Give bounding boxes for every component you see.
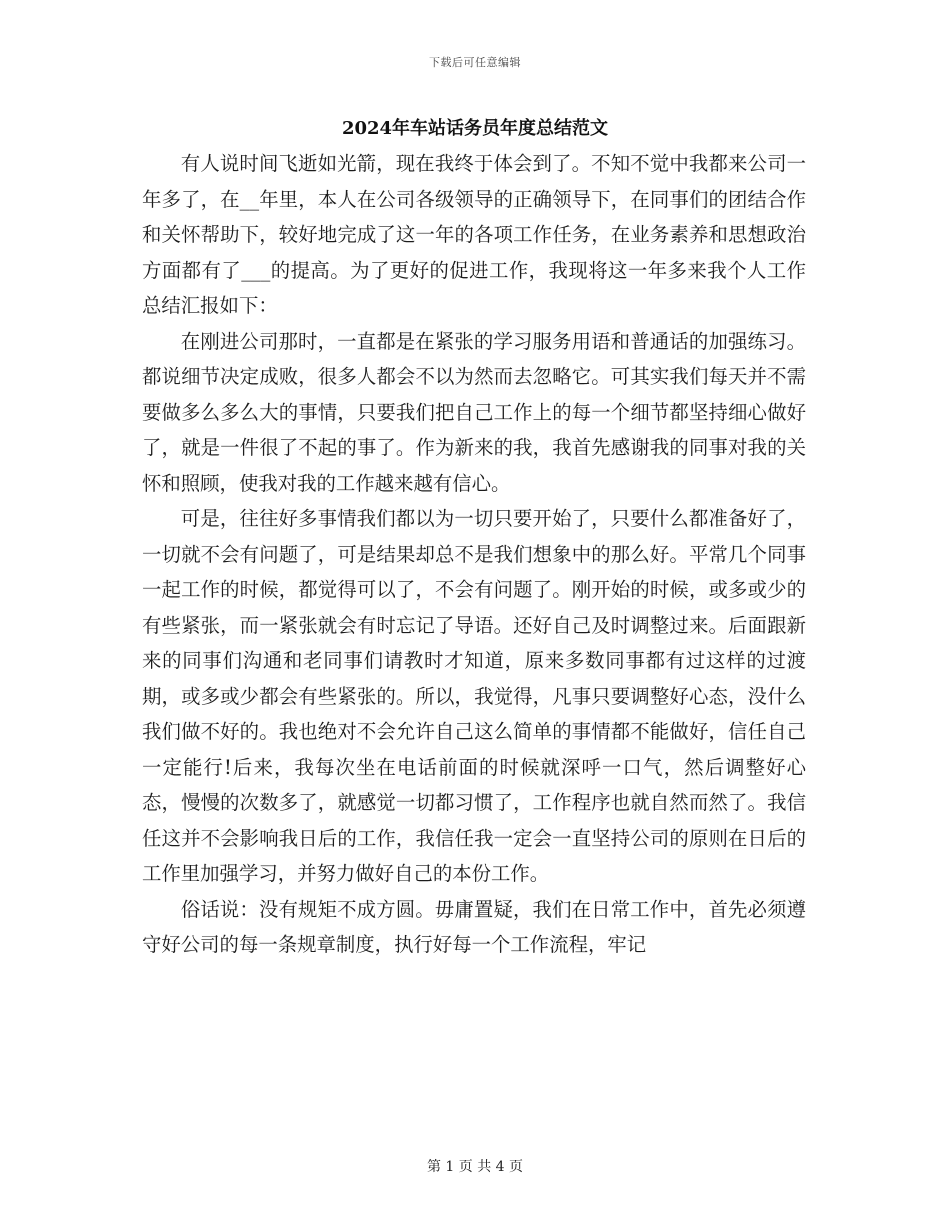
paragraph-2: 在刚进公司那时，一直都是在紧张的学习服务用语和普通话的加强练习。都说细节决定成败，很多人都会不以为然而去忽略它。可其实我们每天并不需要做多么多么大的事情，只要我们把自己工作上的每一个细节都坚持细心做好了，就是一件很了不起的事了。作为新来的我，我首先感谢我的同事对我的关怀和照顾，使我对我的工作越来越有信心。 [142, 329, 806, 495]
paragraph-3: 可是，往往好多事情我们都以为一切只要开始了，只要什么都准备好了，一切就不会有问题了，可是结果却总不是我们想象中的那么好。平常几个同事一起工作的时候，都觉得可以了，不会有问题了。刚开始的时候，或多或少的有些紧张，而一紧张就会有时忘记了导语。还好自己及时调整过来。后面跟新来的同事们沟通和老同事们请教时才知道，原来多数同事都有过这样的过渡期，或多或少都会有些紧张的。所以，我觉得，凡事只要调整好心态，没什么我们做不好的。我也绝对不会允许自己这么简单的事情都不能做好，信任自己一定能行!后来，我每次坐在电话前面的时候就深呼一口气，然后调整好心态，慢慢的次数多了，就感觉一切都习惯了，工作程序也就自然而然了。我信任这并不会影响我日后的工作，我信任我一定会一直坚持公司的原则在日后的工作里加强学习，并努力做好自己的本份工作。 [142, 507, 806, 885]
paragraph-1: 有人说时间飞逝如光箭，现在我终于体会到了。不知不觉中我都来公司一年多了，在__年里，本人在公司各级领导的正确领导下，在同事们的团结合作和关怀帮助下，较好地完成了这一年的各项工作任务，在业务素养和思想政治方面都有了___的提高。为了更好的促进工作，我现将这一年多来我个人工作总结汇报如下： [142, 152, 806, 317]
page-number-footer: 第 1 页 共 4 页 [426, 1159, 524, 1175]
paragraph-4: 俗话说：没有规矩不成方圆。毋庸置疑，我们在日常工作中，首先必须遵守好公司的每一条规章制度，执行好每一个工作流程，牢记 [142, 897, 806, 956]
page-header-note: 下载后可任意编辑 [429, 56, 521, 69]
document-title: 2024年车站话务员年度总结范文 [341, 118, 609, 139]
document-body [142, 146, 806, 963]
